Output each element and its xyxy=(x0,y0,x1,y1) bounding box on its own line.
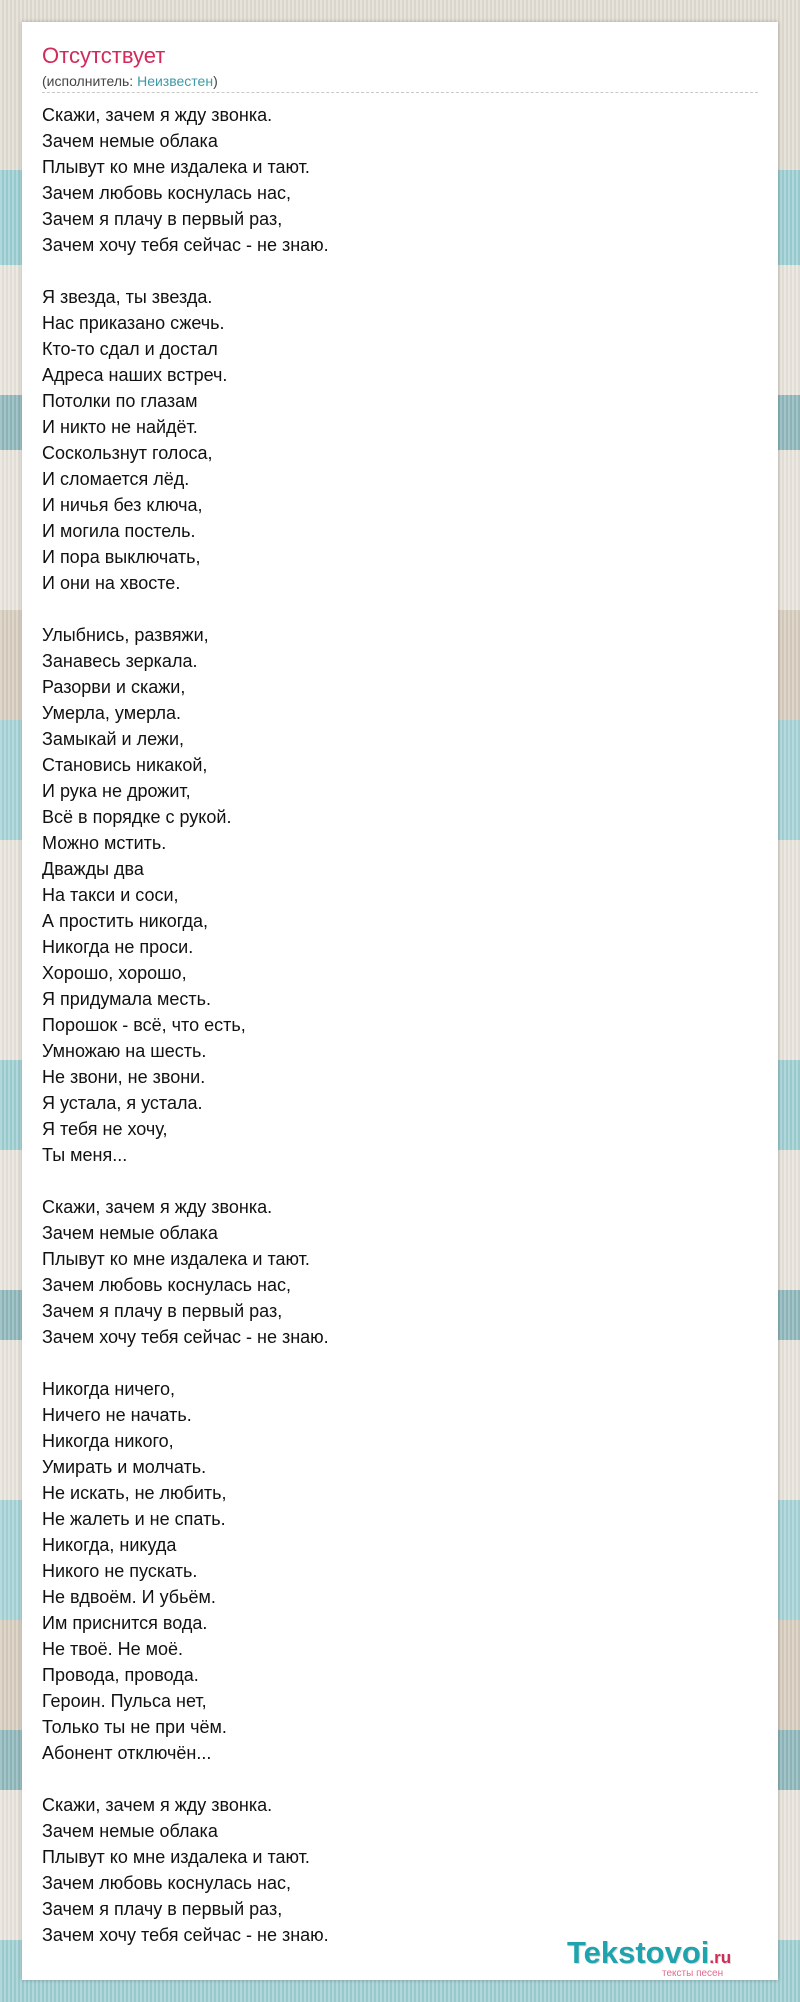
lyric-line: Хорошо, хорошо, xyxy=(42,963,187,983)
lyric-line: Зачем я плачу в первый раз, xyxy=(42,1899,283,1919)
stanza-break xyxy=(42,1168,758,1194)
artist-link[interactable]: Неизвестен xyxy=(137,73,214,89)
lyric-line: Я устала, я устала. xyxy=(42,1093,203,1113)
stanza-break xyxy=(42,1350,758,1376)
lyric-line: Разорви и скажи, xyxy=(42,677,186,697)
lyric-line: Я придумала месть. xyxy=(42,989,212,1009)
lyric-line: И ничья без ключа, xyxy=(42,495,203,515)
lyric-line: Скажи, зачем я жду звонка. xyxy=(42,1795,273,1815)
lyric-line: Умножаю на шесть. xyxy=(42,1041,207,1061)
lyric-line: Занавесь зеркала. xyxy=(42,651,198,671)
lyric-line: Становись никакой, xyxy=(42,755,208,775)
lyric-line: Не жалеть и не спать. xyxy=(42,1509,226,1529)
lyric-line: Всё в порядке с рукой. xyxy=(42,807,232,827)
lyric-line: Не твоё. Не моё. xyxy=(42,1639,184,1659)
lyric-line: Нас приказано сжечь. xyxy=(42,313,225,333)
lyric-line: А простить никогда, xyxy=(42,911,209,931)
lyric-line: Абонент отключён... xyxy=(42,1743,212,1763)
lyric-line: Зачем любовь коснулась нас, xyxy=(42,1873,291,1893)
lyric-line: Порошок - всё, что есть, xyxy=(42,1015,246,1035)
lyric-line: Зачем хочу тебя сейчас - не знаю. xyxy=(42,235,329,255)
lyric-line: И могила постель. xyxy=(42,521,196,541)
lyric-line: Зачем немые облака xyxy=(42,1821,218,1841)
lyric-line: Умерла, умерла. xyxy=(42,703,182,723)
lyric-line: И сломается лёд. xyxy=(42,469,190,489)
logo-name: Tekstovoi xyxy=(567,1935,710,1970)
logo-tld: .ru xyxy=(709,1948,732,1967)
lyric-line: Не искать, не любить, xyxy=(42,1483,227,1503)
lyric-line: Не вдвоём. И убьём. xyxy=(42,1587,216,1607)
lyric-line: Зачем немые облака xyxy=(42,1223,218,1243)
artist-line xyxy=(42,72,218,90)
site-logo[interactable] xyxy=(567,1936,767,1980)
lyric-line: Дважды два xyxy=(42,859,144,879)
title-divider xyxy=(42,92,758,93)
logo-tagline: тексты песен xyxy=(662,1968,724,1979)
lyric-line: Можно мстить. xyxy=(42,833,167,853)
lyric-line: Никогда не проси. xyxy=(42,937,194,957)
lyric-line: Зачем любовь коснулась нас, xyxy=(42,1275,291,1295)
song-title: Отсутствует xyxy=(42,43,166,68)
lyric-line: Зачем я плачу в первый раз, xyxy=(42,1301,283,1321)
stanza-break xyxy=(42,596,758,622)
lyric-line: Зачем немые облака xyxy=(42,131,218,151)
lyric-line: На такси и соси, xyxy=(42,885,179,905)
stanza-break xyxy=(42,258,758,284)
artist-prefix: (исполнитель: xyxy=(42,73,138,89)
lyric-line: Я тебя не хочу, xyxy=(42,1119,168,1139)
lyric-line: Зачем хочу тебя сейчас - не знаю. xyxy=(42,1327,329,1347)
lyric-line: Улыбнись, развяжи, xyxy=(42,625,209,645)
lyric-line: И рука не дрожит, xyxy=(42,781,191,801)
lyric-line: Героин. Пульса нет, xyxy=(42,1691,207,1711)
lyric-line: Плывут ко мне издалека и тают. xyxy=(42,157,310,177)
lyric-line: Ты меня... xyxy=(42,1145,128,1165)
lyric-line: Не звони, не звони. xyxy=(42,1067,206,1087)
lyric-line: Зачем хочу тебя сейчас - не знаю. xyxy=(42,1925,329,1945)
lyric-line: Кто-то сдал и достал xyxy=(42,339,218,359)
lyric-line: Никогда никого, xyxy=(42,1431,174,1451)
lyric-line: Никогда ничего, xyxy=(42,1379,175,1399)
lyric-line: Никогда, никуда xyxy=(42,1535,177,1555)
lyric-line: Провода, провода. xyxy=(42,1665,199,1685)
lyrics-text xyxy=(42,102,758,1948)
lyric-line: Адреса наших встреч. xyxy=(42,365,228,385)
lyric-line: Никого не пускать. xyxy=(42,1561,198,1581)
lyric-line: Замыкай и лежи, xyxy=(42,729,184,749)
lyric-line: И пора выключать, xyxy=(42,547,201,567)
lyric-line: Скажи, зачем я жду звонка. xyxy=(42,1197,273,1217)
lyric-line: Скажи, зачем я жду звонка. xyxy=(42,105,273,125)
lyric-line: Я звезда, ты звезда. xyxy=(42,287,213,307)
artist-suffix: ) xyxy=(213,73,218,89)
lyric-line: И никто не найдёт. xyxy=(42,417,198,437)
lyric-line: Соскользнут голоса, xyxy=(42,443,213,463)
lyric-line: И они на хвосте. xyxy=(42,573,181,593)
lyric-line: Потолки по глазам xyxy=(42,391,198,411)
lyric-line: Зачем я плачу в первый раз, xyxy=(42,209,283,229)
lyric-line: Плывут ко мне издалека и тают. xyxy=(42,1847,310,1867)
lyric-line: Только ты не при чём. xyxy=(42,1717,227,1737)
stanza-break xyxy=(42,1766,758,1792)
lyric-line: Плывут ко мне издалека и тают. xyxy=(42,1249,310,1269)
lyric-line: Ничего не начать. xyxy=(42,1405,192,1425)
lyric-line: Зачем любовь коснулась нас, xyxy=(42,183,291,203)
lyrics-panel xyxy=(22,22,778,1980)
lyric-line: Им приснится вода. xyxy=(42,1613,208,1633)
lyric-line: Умирать и молчать. xyxy=(42,1457,207,1477)
